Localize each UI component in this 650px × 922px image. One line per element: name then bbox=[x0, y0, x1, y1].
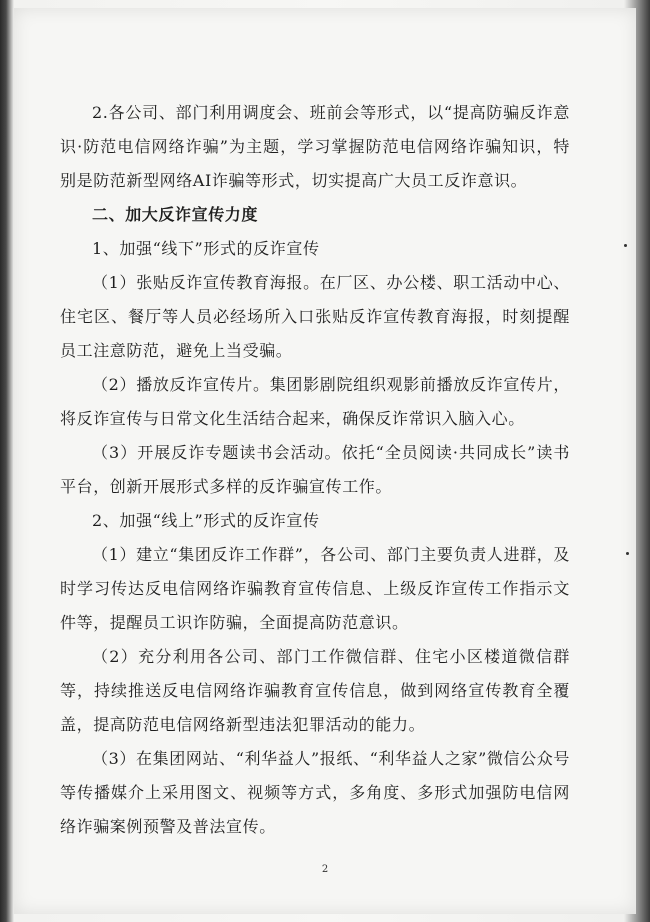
paragraph-offline-1: （1）张贴反诈宣传教育海报。在厂区、办公楼、职工活动中心、住宅区、餐厅等人员必经场所入口张贴反诈宣传教育海报，时刻提醒员工注意防范，避免上当受骗。 bbox=[60, 273, 570, 360]
paragraph-online-2: （2）充分利用各公司、部门工作微信群、住宅小区楼道微信群等，持续推送反电信网络诈骗教育宣传信息，做到网络宣传教育全覆盖，提高防范电信网络新型违法犯罪活动的能力。 bbox=[60, 647, 570, 734]
scan-speck bbox=[624, 244, 627, 247]
paragraph-online-1: （1）建立“集团反诈工作群”，各公司、部门主要负责人进群，及时学习传达反电信网络诈骗教育宣传信息、上级反诈宣传工作指示文件等，提醒员工识诈防骗，全面提高防范意识。 bbox=[60, 545, 570, 632]
paragraph-offline-2: （2）播放反诈宣传片。集团影剧院组织观影前播放反诈宣传片，将反诈宣传与日常文化生活结合起来，确保反诈常识入脑入心。 bbox=[60, 375, 570, 428]
paragraph-offline-3: （3）开展反诈专题读书会活动。依托“全员阅读·共同成长”读书平台，创新开展形式多样的反诈骗宣传工作。 bbox=[60, 443, 570, 496]
paragraph-intro-item-2: 2.各公司、部门利用调度会、班前会等形式，以“提高防骗反诈意识·防范电信网络诈骗”为主题，学习掌握防范电信网络诈骗知识，特别是防范新型网络AI诈骗等形式，切实提高广大员工反诈意识。 bbox=[60, 103, 570, 190]
subheading-offline: 1、加强“线下”形式的反诈宣传 bbox=[92, 239, 320, 258]
document-body bbox=[60, 96, 570, 844]
subheading-online: 2、加强“线上”形式的反诈宣传 bbox=[92, 511, 320, 530]
scan-speck bbox=[626, 552, 629, 555]
section-heading-2: 二、加大反诈宣传力度 bbox=[92, 205, 259, 224]
page-number: 2 bbox=[321, 864, 329, 875]
paragraph-online-3: （3）在集团网站、“利华益人”报纸、“利华益人之家”微信公众号等传播媒介上采用图文、视频等方式，多角度、多形式加强防电信网络诈骗案例预警及普法宣传。 bbox=[60, 749, 570, 836]
